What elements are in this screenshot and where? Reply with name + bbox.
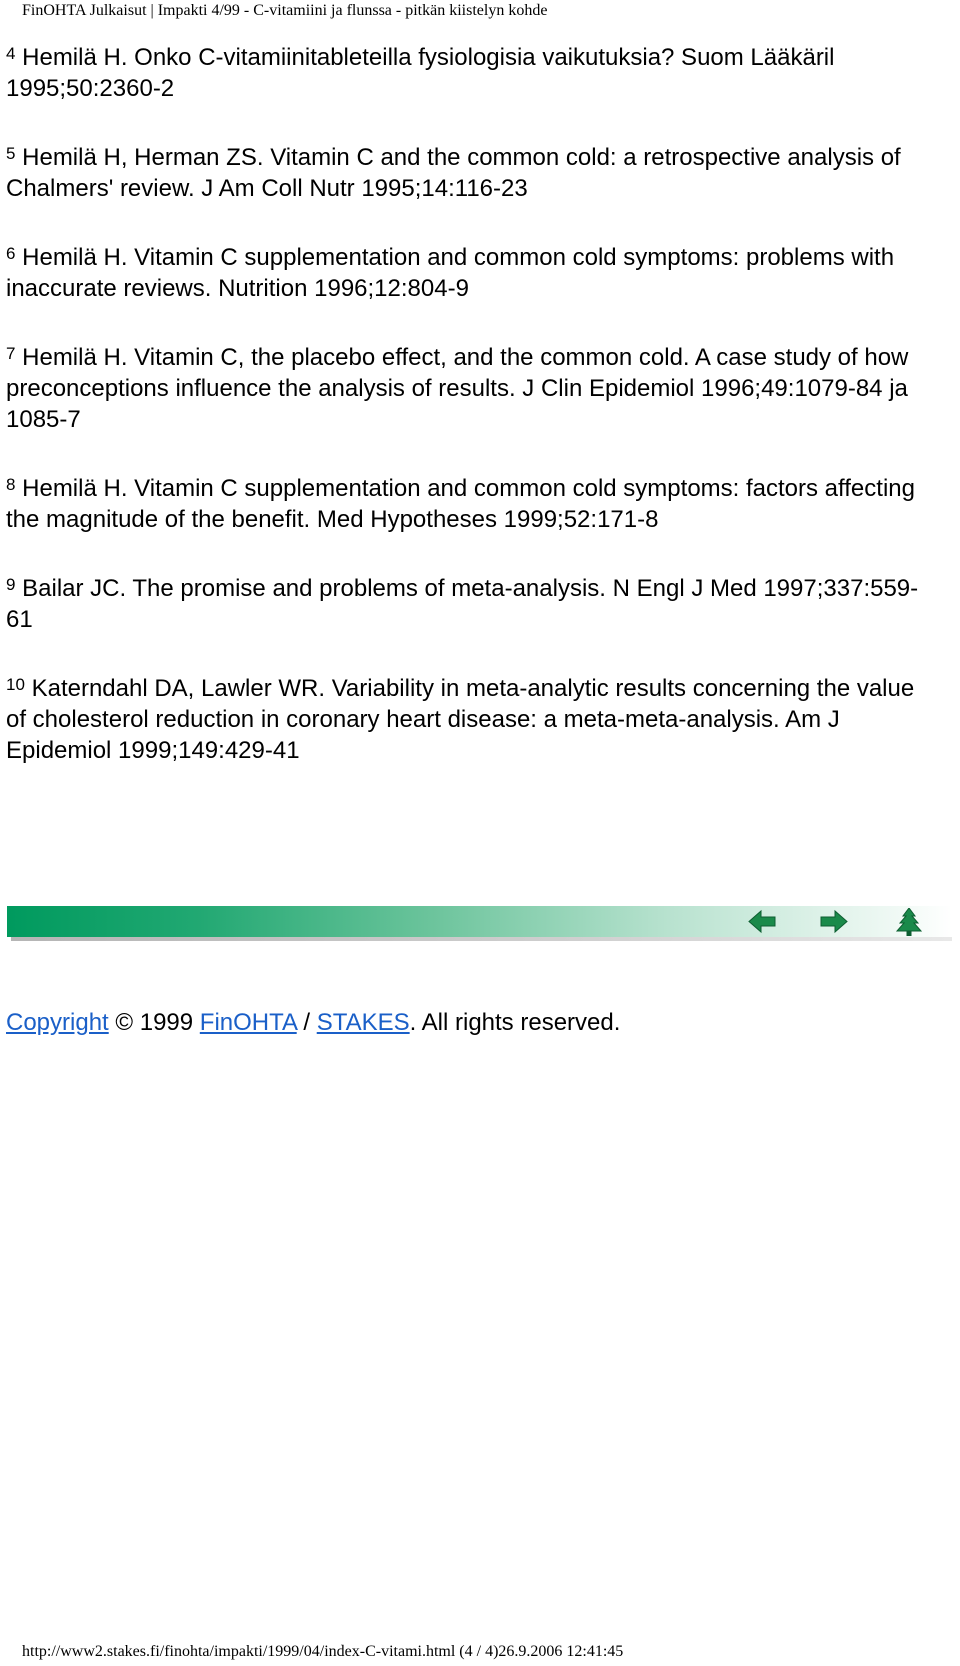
- finohta-link[interactable]: FinOHTA: [199, 1009, 297, 1036]
- reference-text: Hemilä H. Onko C-vitamiinitableteilla fysiologisia vaikutuksia? Suom Lääkäril 1995;50:2360-2: [6, 44, 835, 102]
- navigation-bar-shadow: [11, 937, 952, 941]
- copyright-line: [6, 1008, 620, 1038]
- tree-icon[interactable]: [895, 908, 923, 935]
- copyright-year-text: © 1999: [108, 1009, 200, 1036]
- reference-number: 9: [6, 575, 16, 594]
- reference-item: [6, 42, 936, 104]
- reference-number: 6: [6, 244, 16, 263]
- reference-item: [6, 142, 936, 204]
- rights-text: . All rights reserved.: [409, 1009, 621, 1036]
- reference-number: 8: [6, 475, 16, 494]
- reference-item: [6, 473, 936, 535]
- reference-text: Bailar JC. The promise and problems of meta-analysis. N Engl J Med 1997;337:559-61: [6, 575, 919, 633]
- navigation-bar-gradient: [7, 906, 952, 937]
- reference-number: 7: [6, 344, 16, 363]
- reference-text: Hemilä H. Vitamin C supplementation and common cold symptoms: problems with inaccurate reviews. Nutrition 1996;12:804-9: [6, 244, 895, 302]
- separator-text: /: [296, 1009, 317, 1036]
- reference-text: Katerndahl DA, Lawler WR. Variability in meta-analytic results concerning the value of cholesterol reduction in coronary heart disease: a meta-meta-analysis. Am J Epidemiol 1999;149:429-41: [6, 675, 915, 764]
- print-header-title: FinOHTA Julkaisut | Impakti 4/99 - C-vitamiini ja flunssa - pitkän kiistelyn kohde: [22, 2, 548, 19]
- copyright-link[interactable]: Copyright: [6, 1009, 109, 1036]
- reference-item: [6, 573, 936, 635]
- arrow-right-icon[interactable]: [819, 908, 849, 935]
- reference-text: Hemilä H. Vitamin C supplementation and common cold symptoms: factors affecting the magnitude of the benefit. Med Hypotheses 1999;52:171-8: [6, 475, 915, 533]
- reference-item: [6, 342, 936, 435]
- reference-text: Hemilä H. Vitamin C, the placebo effect, and the common cold. A case study of how preconceptions influence the analysis of results. J Clin Epidemiol 1996;49:1079-84 ja 1085-7: [6, 344, 909, 433]
- print-footer-url: http://www2.stakes.fi/finohta/impakti/1999/04/index-C-vitami.html (4 / 4)26.9.2006 12:41:45: [22, 1643, 624, 1660]
- reference-number: 10: [6, 675, 25, 694]
- arrow-left-icon[interactable]: [747, 908, 777, 935]
- reference-number: 4: [6, 44, 16, 63]
- stakes-link[interactable]: STAKES: [316, 1009, 410, 1036]
- reference-text: Hemilä H, Herman ZS. Vitamin C and the common cold: a retrospective analysis of Chalmers' review. J Am Coll Nutr 1995;14:116-23: [6, 144, 901, 202]
- navigation-bar: [7, 906, 952, 942]
- reference-item: [6, 242, 936, 304]
- reference-item: [6, 673, 936, 766]
- reference-number: 5: [6, 144, 16, 163]
- reference-list: [6, 42, 936, 806]
